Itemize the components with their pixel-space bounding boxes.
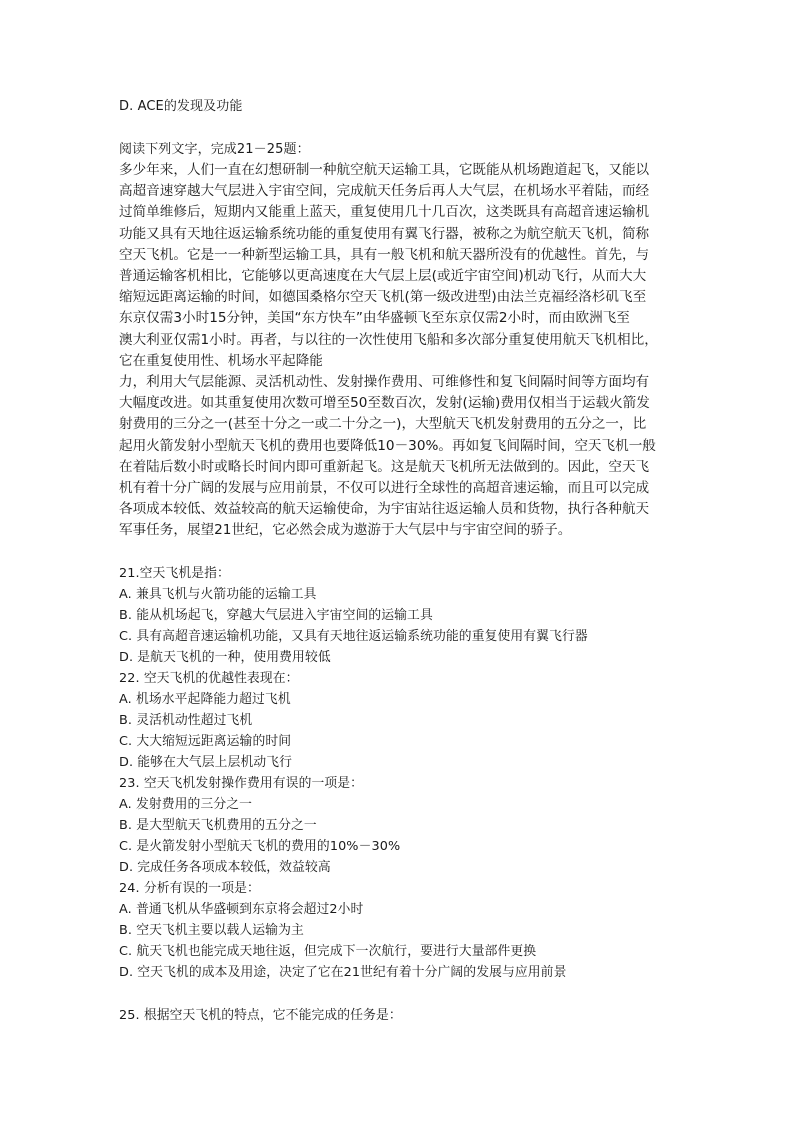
- question-option: B. 灵活机动性超过飞机: [119, 712, 253, 728]
- reading-passage: [119, 160, 679, 542]
- question-option: A. 机场水平起降能力超过飞机: [119, 691, 291, 707]
- question-option: B. 是大型航天飞机费用的五分之一: [119, 817, 317, 833]
- document-page: [119, 96, 679, 1026]
- question-option: C. 航天飞机也能完成天地往返，但完成下一次航行，要进行大量部件更换: [119, 943, 537, 959]
- question-option: D. 能够在大气层上层机动飞行: [119, 754, 293, 770]
- question-option: D. 空天飞机的成本及用途，决定了它在21世纪有着十分广阔的发展与应用前景: [119, 964, 567, 980]
- question-stem: 22. 空天飞机的优越性表现在：: [119, 670, 299, 686]
- passage-line: 高超音速穿越大气层进入宇宙空间，完成航天任务后再人大气层，在机场水平着陆，而经: [119, 183, 650, 200]
- passage-line: 缩短远距离运输的时间，如德国桑格尔空天飞机(第一级改进型)由法兰克福经洛杉矶飞至: [119, 289, 647, 306]
- passage-line: 普通运输客机相比，它能够以更高速度在大气层上层(或近宇宙空间)机动飞行，从而大大: [119, 268, 647, 285]
- prev-question-option-d: D. ACE的发现及功能: [119, 99, 243, 114]
- questions: [119, 563, 679, 1026]
- question-option: B. 空天飞机主要以载人运输为主: [119, 922, 304, 938]
- passage-line: 各项成本较低、效益较高的航天运输使命，为宇宙站往返运输人员和货物，执行各种航天: [119, 501, 650, 518]
- question-stem: 24. 分析有误的一项是：: [119, 880, 260, 896]
- question-option: A. 普通飞机从华盛顿到东京将会超过2小时: [119, 901, 364, 917]
- passage-line: 过简单维修后，短期内又能重上蓝天，重复使用几十几百次，这类既具有高超音速运输机: [119, 204, 650, 221]
- passage-line: 在着陆后数小时或略长时间内即可重新起飞。这是航天飞机所无法做到的。因此，空天飞: [119, 458, 650, 475]
- passage-line: 机有着十分广阔的发展与应用前景，不仅可以进行全球性的高超音速运输，而且可以完成: [119, 480, 650, 497]
- question-option: A. 发射费用的三分之一: [119, 796, 253, 812]
- question-stem: 25. 根据空天飞机的特点，它不能完成的任务是：: [119, 1007, 402, 1023]
- question-option: D. 是航天飞机的一种，使用费用较低: [119, 649, 331, 665]
- passage-line: 大幅度改进。如其重复使用次数可增至50至数百次，发射(运输)费用仅相当于运载火箭发: [119, 395, 650, 412]
- question-option: D. 完成任务各项成本较低，效益较高: [119, 859, 331, 875]
- passage-line: 起用火箭发射小型航天飞机的费用也要降低10－30%。再如复飞间隔时间，空天飞机一般: [119, 437, 656, 454]
- passage-line: 射费用的三分之一(甚至十分之一或二十分之一)，大型航天飞机发射费用的五分之一，比: [119, 416, 647, 433]
- question-option: C. 具有高超音速运输机功能，又具有天地往返运输系统功能的重复使用有翼飞行器: [119, 628, 588, 644]
- question-stem: 23. 空天飞机发射操作费用有误的一项是：: [119, 775, 364, 791]
- question-stem: 21.空天飞机是指：: [119, 565, 230, 581]
- question-option: C. 是火箭发射小型航天飞机的费用的10%－30%: [119, 838, 401, 854]
- reading-instruction: 阅读下列文字，完成21－25题：: [119, 142, 310, 157]
- passage-line: 东京仅需3小时15分钟，美国“东方快车”由华盛顿飞至东京仅需2小时，而由欧洲飞至: [119, 310, 630, 327]
- passage-line: 力，利用大气层能源、灵活机动性、发射操作费用、可维修性和复飞间隔时间等方面均有: [119, 374, 650, 391]
- passage-line: 它在重复使用性、机场水平起降能: [119, 352, 323, 369]
- question-option: A. 兼具飞机与火箭功能的运输工具: [119, 586, 317, 602]
- passage-line: 空天飞机。它是一一种新型运输工具，具有一般飞机和航天器所没有的优越性。首先，与: [119, 246, 650, 263]
- passage-line: 澳大利亚仅需1小时。再者，与以往的一次性使用飞船和多次部分重复使用航天飞机相比，: [119, 331, 658, 348]
- passage-line: 军事任务，展望21世纪，它必然会成为遨游于大气层中与宇宙空间的骄子。: [119, 522, 572, 539]
- passage-line: 多少年来，人们一直在幻想研制一种航空航天运输工具，它既能从机场跑道起飞，又能以: [119, 162, 650, 178]
- passage-line: 功能又具有天地往返运输系统功能的重复使用有翼飞行器，被称之为航空航天飞机，简称: [119, 225, 650, 242]
- question-option: C. 大大缩短远距离运输的时间: [119, 733, 292, 749]
- question-option: B. 能从机场起飞，穿越大气层进入宇宙空间的运输工具: [119, 607, 433, 623]
